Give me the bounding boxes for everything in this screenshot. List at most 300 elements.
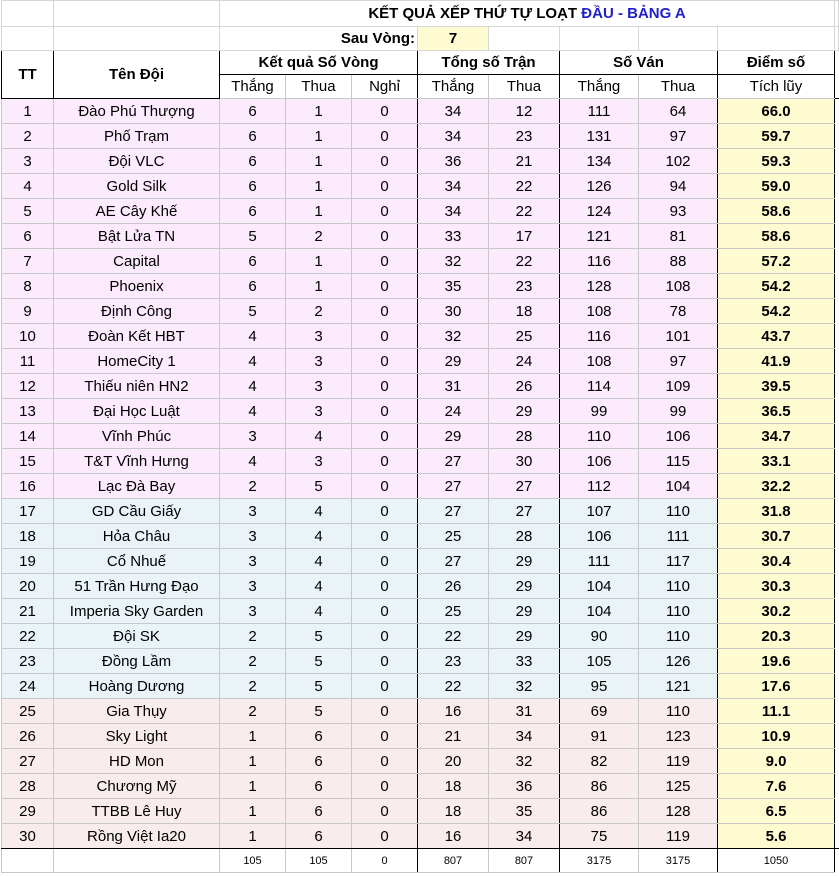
cell-round-win[interactable]: 6 bbox=[220, 274, 286, 299]
cell-match-loss[interactable]: 29 bbox=[489, 549, 560, 574]
cell-round-win[interactable]: 6 bbox=[220, 149, 286, 174]
cell-round-loss[interactable]: 4 bbox=[286, 574, 352, 599]
cell-round-win[interactable]: 3 bbox=[220, 499, 286, 524]
cell-match-win[interactable]: 18 bbox=[418, 799, 489, 824]
cell-rank[interactable]: 2 bbox=[2, 124, 54, 149]
cell-round-loss[interactable]: 6 bbox=[286, 724, 352, 749]
cell-game-loss[interactable]: 106 bbox=[639, 424, 718, 449]
cell-round-rest[interactable]: 0 bbox=[352, 399, 418, 424]
cell-match-win[interactable]: 22 bbox=[418, 624, 489, 649]
cell-rank[interactable]: 17 bbox=[2, 499, 54, 524]
cell-round-win[interactable]: 3 bbox=[220, 599, 286, 624]
cell-rank[interactable]: 1 bbox=[2, 99, 54, 124]
cell-game-loss[interactable]: 94 bbox=[639, 174, 718, 199]
cell-round-win[interactable]: 6 bbox=[220, 249, 286, 274]
cell-game-win[interactable]: 108 bbox=[560, 299, 639, 324]
cell-game-win[interactable]: 126 bbox=[560, 174, 639, 199]
cell-game-loss[interactable]: 78 bbox=[639, 299, 718, 324]
cell-game-win[interactable]: 112 bbox=[560, 474, 639, 499]
cell-match-win[interactable]: 32 bbox=[418, 249, 489, 274]
cell-round-win[interactable]: 3 bbox=[220, 574, 286, 599]
cell-team-name[interactable]: Chương Mỹ bbox=[54, 774, 220, 799]
cell-rank[interactable]: 28 bbox=[2, 774, 54, 799]
cell-match-win[interactable]: 20 bbox=[418, 749, 489, 774]
cell-match-win[interactable]: 30 bbox=[418, 299, 489, 324]
cell-round-win[interactable]: 3 bbox=[220, 549, 286, 574]
cell-game-win[interactable]: 107 bbox=[560, 499, 639, 524]
cell-round-loss[interactable]: 2 bbox=[286, 299, 352, 324]
cell-rank[interactable]: 4 bbox=[2, 174, 54, 199]
cell-round-win[interactable]: 1 bbox=[220, 774, 286, 799]
cell-points[interactable]: 17.6 bbox=[718, 674, 835, 699]
cell-match-win[interactable]: 34 bbox=[418, 124, 489, 149]
cell-rank[interactable]: 3 bbox=[2, 149, 54, 174]
cell-points[interactable]: 36.5 bbox=[718, 399, 835, 424]
cell-round-win[interactable]: 4 bbox=[220, 324, 286, 349]
cell-match-loss[interactable]: 24 bbox=[489, 349, 560, 374]
cell-match-win[interactable]: 18 bbox=[418, 774, 489, 799]
cell-match-win[interactable]: 23 bbox=[418, 649, 489, 674]
cell-points[interactable]: 39.5 bbox=[718, 374, 835, 399]
cell-game-loss[interactable]: 110 bbox=[639, 699, 718, 724]
cell-round-loss[interactable]: 4 bbox=[286, 549, 352, 574]
cell-match-loss[interactable]: 32 bbox=[489, 749, 560, 774]
cell-points[interactable]: 34.7 bbox=[718, 424, 835, 449]
cell-rank[interactable]: 19 bbox=[2, 549, 54, 574]
cell-match-loss[interactable]: 29 bbox=[489, 574, 560, 599]
cell-game-loss[interactable]: 125 bbox=[639, 774, 718, 799]
cell-round-rest[interactable]: 0 bbox=[352, 824, 418, 849]
cell-rank[interactable]: 12 bbox=[2, 374, 54, 399]
cell-game-win[interactable]: 104 bbox=[560, 599, 639, 624]
cell-match-win[interactable]: 27 bbox=[418, 549, 489, 574]
cell-points[interactable]: 58.6 bbox=[718, 199, 835, 224]
cell-round-win[interactable]: 4 bbox=[220, 399, 286, 424]
cell-round-rest[interactable]: 0 bbox=[352, 224, 418, 249]
cell-team-name[interactable]: Hoàng Dương bbox=[54, 674, 220, 699]
cell-round-loss[interactable]: 6 bbox=[286, 799, 352, 824]
cell-round-loss[interactable]: 1 bbox=[286, 274, 352, 299]
cell-round-loss[interactable]: 3 bbox=[286, 374, 352, 399]
cell-match-loss[interactable]: 21 bbox=[489, 149, 560, 174]
cell-team-name[interactable]: T&T Vĩnh Hưng bbox=[54, 449, 220, 474]
cell-rank[interactable]: 23 bbox=[2, 649, 54, 674]
cell-team-name[interactable]: Hỏa Châu bbox=[54, 524, 220, 549]
cell-round-loss[interactable]: 3 bbox=[286, 449, 352, 474]
cell-rank[interactable]: 11 bbox=[2, 349, 54, 374]
cell-rank[interactable]: 29 bbox=[2, 799, 54, 824]
cell-round-win[interactable]: 1 bbox=[220, 824, 286, 849]
cell-team-name[interactable]: HD Mon bbox=[54, 749, 220, 774]
cell-game-loss[interactable]: 110 bbox=[639, 574, 718, 599]
cell-round-rest[interactable]: 0 bbox=[352, 699, 418, 724]
cell-rank[interactable]: 6 bbox=[2, 224, 54, 249]
cell-match-loss[interactable]: 12 bbox=[489, 99, 560, 124]
cell-round-loss[interactable]: 4 bbox=[286, 524, 352, 549]
cell-round-win[interactable]: 2 bbox=[220, 474, 286, 499]
cell-round-win[interactable]: 1 bbox=[220, 799, 286, 824]
cell-match-win[interactable]: 24 bbox=[418, 399, 489, 424]
cell-match-win[interactable]: 26 bbox=[418, 574, 489, 599]
cell-points[interactable]: 6.5 bbox=[718, 799, 835, 824]
cell-round-rest[interactable]: 0 bbox=[352, 174, 418, 199]
cell-match-win[interactable]: 16 bbox=[418, 824, 489, 849]
cell-match-win[interactable]: 34 bbox=[418, 199, 489, 224]
cell-match-loss[interactable]: 29 bbox=[489, 399, 560, 424]
cell-game-win[interactable]: 82 bbox=[560, 749, 639, 774]
cell-match-win[interactable]: 27 bbox=[418, 474, 489, 499]
cell-match-win[interactable]: 27 bbox=[418, 449, 489, 474]
cell-points[interactable]: 32.2 bbox=[718, 474, 835, 499]
cell-game-loss[interactable]: 110 bbox=[639, 599, 718, 624]
cell-round-loss[interactable]: 3 bbox=[286, 349, 352, 374]
cell-rank[interactable]: 25 bbox=[2, 699, 54, 724]
cell-game-loss[interactable]: 93 bbox=[639, 199, 718, 224]
cell-rank[interactable]: 5 bbox=[2, 199, 54, 224]
cell-rank[interactable]: 8 bbox=[2, 274, 54, 299]
cell-round-win[interactable]: 6 bbox=[220, 174, 286, 199]
cell-points[interactable]: 43.7 bbox=[718, 324, 835, 349]
cell-team-name[interactable]: Định Công bbox=[54, 299, 220, 324]
cell-team-name[interactable]: Đoàn Kết HBT bbox=[54, 324, 220, 349]
cell-match-loss[interactable]: 30 bbox=[489, 449, 560, 474]
cell-match-win[interactable]: 22 bbox=[418, 674, 489, 699]
cell-game-loss[interactable]: 88 bbox=[639, 249, 718, 274]
cell-points[interactable]: 31.8 bbox=[718, 499, 835, 524]
cell-match-win[interactable]: 25 bbox=[418, 599, 489, 624]
cell-game-win[interactable]: 124 bbox=[560, 199, 639, 224]
cell-game-win[interactable]: 105 bbox=[560, 649, 639, 674]
cell-round-win[interactable]: 2 bbox=[220, 624, 286, 649]
cell-match-loss[interactable]: 22 bbox=[489, 249, 560, 274]
cell-game-win[interactable]: 111 bbox=[560, 99, 639, 124]
cell-match-win[interactable]: 36 bbox=[418, 149, 489, 174]
cell-game-loss[interactable]: 99 bbox=[639, 399, 718, 424]
cell-rank[interactable]: 21 bbox=[2, 599, 54, 624]
cell-round-rest[interactable]: 0 bbox=[352, 199, 418, 224]
cell-game-win[interactable]: 110 bbox=[560, 424, 639, 449]
cell-round-loss[interactable]: 1 bbox=[286, 249, 352, 274]
cell-match-win[interactable]: 33 bbox=[418, 224, 489, 249]
cell-round-rest[interactable]: 0 bbox=[352, 674, 418, 699]
cell-round-loss[interactable]: 5 bbox=[286, 624, 352, 649]
cell-points[interactable]: 59.0 bbox=[718, 174, 835, 199]
cell-round-loss[interactable]: 5 bbox=[286, 699, 352, 724]
cell-round-win[interactable]: 3 bbox=[220, 424, 286, 449]
cell-team-name[interactable]: Cổ Nhuế bbox=[54, 549, 220, 574]
cell-team-name[interactable]: AE Cây Khế bbox=[54, 199, 220, 224]
cell-round-rest[interactable]: 0 bbox=[352, 549, 418, 574]
cell-round-rest[interactable]: 0 bbox=[352, 574, 418, 599]
cell-game-loss[interactable]: 121 bbox=[639, 674, 718, 699]
cell-game-win[interactable]: 128 bbox=[560, 274, 639, 299]
cell-round-rest[interactable]: 0 bbox=[352, 449, 418, 474]
cell-points[interactable]: 9.0 bbox=[718, 749, 835, 774]
cell-match-loss[interactable]: 33 bbox=[489, 649, 560, 674]
cell-round-rest[interactable]: 0 bbox=[352, 599, 418, 624]
cell-points[interactable]: 20.3 bbox=[718, 624, 835, 649]
cell-rank[interactable]: 10 bbox=[2, 324, 54, 349]
cell-round-rest[interactable]: 0 bbox=[352, 324, 418, 349]
cell-round-win[interactable]: 1 bbox=[220, 749, 286, 774]
cell-team-name[interactable]: Đào Phú Thượng bbox=[54, 99, 220, 124]
cell-game-loss[interactable]: 109 bbox=[639, 374, 718, 399]
cell-round-rest[interactable]: 0 bbox=[352, 524, 418, 549]
cell-rank[interactable]: 24 bbox=[2, 674, 54, 699]
cell-points[interactable]: 5.6 bbox=[718, 824, 835, 849]
cell-rank[interactable]: 27 bbox=[2, 749, 54, 774]
cell-match-win[interactable]: 29 bbox=[418, 349, 489, 374]
cell-round-rest[interactable]: 0 bbox=[352, 649, 418, 674]
cell-match-loss[interactable]: 23 bbox=[489, 124, 560, 149]
cell-points[interactable]: 30.3 bbox=[718, 574, 835, 599]
cell-game-win[interactable]: 86 bbox=[560, 799, 639, 824]
cell-game-win[interactable]: 116 bbox=[560, 324, 639, 349]
cell-match-loss[interactable]: 27 bbox=[489, 499, 560, 524]
cell-points[interactable]: 41.9 bbox=[718, 349, 835, 374]
cell-points[interactable]: 30.2 bbox=[718, 599, 835, 624]
cell-rank[interactable]: 18 bbox=[2, 524, 54, 549]
cell-points[interactable]: 58.6 bbox=[718, 224, 835, 249]
cell-game-win[interactable]: 106 bbox=[560, 449, 639, 474]
cell-game-win[interactable]: 116 bbox=[560, 249, 639, 274]
cell-team-name[interactable]: Capital bbox=[54, 249, 220, 274]
cell-team-name[interactable]: GD Cầu Giấy bbox=[54, 499, 220, 524]
cell-round-win[interactable]: 5 bbox=[220, 224, 286, 249]
cell-team-name[interactable]: 51 Trần Hưng Đạo bbox=[54, 574, 220, 599]
cell-game-win[interactable]: 111 bbox=[560, 549, 639, 574]
cell-match-loss[interactable]: 26 bbox=[489, 374, 560, 399]
cell-game-win[interactable]: 75 bbox=[560, 824, 639, 849]
cell-round-rest[interactable]: 0 bbox=[352, 774, 418, 799]
cell-team-name[interactable]: Lạc Đà Bay bbox=[54, 474, 220, 499]
cell-round-loss[interactable]: 6 bbox=[286, 824, 352, 849]
cell-match-loss[interactable]: 22 bbox=[489, 199, 560, 224]
cell-round-win[interactable]: 6 bbox=[220, 199, 286, 224]
cell-round-rest[interactable]: 0 bbox=[352, 374, 418, 399]
cell-round-win[interactable]: 5 bbox=[220, 299, 286, 324]
cell-round-rest[interactable]: 0 bbox=[352, 799, 418, 824]
cell-points[interactable]: 59.7 bbox=[718, 124, 835, 149]
cell-rank[interactable]: 22 bbox=[2, 624, 54, 649]
cell-team-name[interactable]: Vĩnh Phúc bbox=[54, 424, 220, 449]
cell-game-win[interactable]: 86 bbox=[560, 774, 639, 799]
cell-round-loss[interactable]: 4 bbox=[286, 499, 352, 524]
cell-team-name[interactable]: Rồng Việt Ia20 bbox=[54, 824, 220, 849]
cell-points[interactable]: 30.7 bbox=[718, 524, 835, 549]
cell-match-loss[interactable]: 34 bbox=[489, 824, 560, 849]
cell-points[interactable]: 66.0 bbox=[718, 99, 835, 124]
cell-points[interactable]: 57.2 bbox=[718, 249, 835, 274]
cell-points[interactable]: 59.3 bbox=[718, 149, 835, 174]
cell-round-rest[interactable]: 0 bbox=[352, 749, 418, 774]
cell-points[interactable]: 33.1 bbox=[718, 449, 835, 474]
cell-match-loss[interactable]: 35 bbox=[489, 799, 560, 824]
cell-game-loss[interactable]: 128 bbox=[639, 799, 718, 824]
cell-match-loss[interactable]: 28 bbox=[489, 424, 560, 449]
cell-round-loss[interactable]: 5 bbox=[286, 649, 352, 674]
cell-match-loss[interactable]: 28 bbox=[489, 524, 560, 549]
cell-match-loss[interactable]: 29 bbox=[489, 624, 560, 649]
cell-team-name[interactable]: Phoenix bbox=[54, 274, 220, 299]
cell-team-name[interactable]: HomeCity 1 bbox=[54, 349, 220, 374]
cell-round-win[interactable]: 2 bbox=[220, 699, 286, 724]
cell-match-loss[interactable]: 25 bbox=[489, 324, 560, 349]
cell-rank[interactable]: 13 bbox=[2, 399, 54, 424]
cell-team-name[interactable]: Thiếu niên HN2 bbox=[54, 374, 220, 399]
cell-rank[interactable]: 7 bbox=[2, 249, 54, 274]
cell-game-loss[interactable]: 104 bbox=[639, 474, 718, 499]
cell-match-win[interactable]: 31 bbox=[418, 374, 489, 399]
cell-game-win[interactable]: 90 bbox=[560, 624, 639, 649]
cell-round-loss[interactable]: 1 bbox=[286, 199, 352, 224]
cell-round-rest[interactable]: 0 bbox=[352, 474, 418, 499]
cell-game-loss[interactable]: 97 bbox=[639, 349, 718, 374]
cell-round-loss[interactable]: 1 bbox=[286, 149, 352, 174]
cell-match-win[interactable]: 16 bbox=[418, 699, 489, 724]
cell-match-loss[interactable]: 29 bbox=[489, 599, 560, 624]
cell-round-loss[interactable]: 3 bbox=[286, 324, 352, 349]
cell-game-win[interactable]: 108 bbox=[560, 349, 639, 374]
cell-game-win[interactable]: 99 bbox=[560, 399, 639, 424]
cell-round-rest[interactable]: 0 bbox=[352, 149, 418, 174]
cell-game-loss[interactable]: 110 bbox=[639, 624, 718, 649]
cell-match-loss[interactable]: 22 bbox=[489, 174, 560, 199]
cell-round-loss[interactable]: 2 bbox=[286, 224, 352, 249]
cell-game-loss[interactable]: 117 bbox=[639, 549, 718, 574]
cell-round-win[interactable]: 2 bbox=[220, 649, 286, 674]
cell-game-loss[interactable]: 81 bbox=[639, 224, 718, 249]
cell-round-rest[interactable]: 0 bbox=[352, 724, 418, 749]
cell-points[interactable]: 11.1 bbox=[718, 699, 835, 724]
cell-match-loss[interactable]: 36 bbox=[489, 774, 560, 799]
round-value[interactable]: 7 bbox=[418, 27, 489, 51]
cell-rank[interactable]: 16 bbox=[2, 474, 54, 499]
cell-round-loss[interactable]: 6 bbox=[286, 774, 352, 799]
cell-round-rest[interactable]: 0 bbox=[352, 424, 418, 449]
cell-round-win[interactable]: 4 bbox=[220, 449, 286, 474]
cell-round-win[interactable]: 3 bbox=[220, 524, 286, 549]
cell-game-win[interactable]: 121 bbox=[560, 224, 639, 249]
cell-team-name[interactable]: Đội VLC bbox=[54, 149, 220, 174]
cell-game-loss[interactable]: 110 bbox=[639, 499, 718, 524]
cell-game-win[interactable]: 131 bbox=[560, 124, 639, 149]
cell-points[interactable]: 7.6 bbox=[718, 774, 835, 799]
cell-game-win[interactable]: 134 bbox=[560, 149, 639, 174]
cell-rank[interactable]: 26 bbox=[2, 724, 54, 749]
cell-round-rest[interactable]: 0 bbox=[352, 99, 418, 124]
cell-round-rest[interactable]: 0 bbox=[352, 499, 418, 524]
cell-round-loss[interactable]: 1 bbox=[286, 174, 352, 199]
cell-round-loss[interactable]: 5 bbox=[286, 674, 352, 699]
cell-round-loss[interactable]: 3 bbox=[286, 399, 352, 424]
cell-match-loss[interactable]: 18 bbox=[489, 299, 560, 324]
cell-team-name[interactable]: Sky Light bbox=[54, 724, 220, 749]
cell-match-win[interactable]: 25 bbox=[418, 524, 489, 549]
cell-team-name[interactable]: Gia Thụy bbox=[54, 699, 220, 724]
cell-game-win[interactable]: 104 bbox=[560, 574, 639, 599]
cell-game-loss[interactable]: 101 bbox=[639, 324, 718, 349]
cell-round-win[interactable]: 1 bbox=[220, 724, 286, 749]
cell-round-loss[interactable]: 6 bbox=[286, 749, 352, 774]
cell-round-loss[interactable]: 4 bbox=[286, 424, 352, 449]
cell-rank[interactable]: 15 bbox=[2, 449, 54, 474]
cell-team-name[interactable]: Phố Trạm bbox=[54, 124, 220, 149]
cell-game-win[interactable]: 69 bbox=[560, 699, 639, 724]
cell-points[interactable]: 10.9 bbox=[718, 724, 835, 749]
cell-round-loss[interactable]: 1 bbox=[286, 99, 352, 124]
cell-match-loss[interactable]: 32 bbox=[489, 674, 560, 699]
cell-points[interactable]: 54.2 bbox=[718, 299, 835, 324]
cell-match-loss[interactable]: 34 bbox=[489, 724, 560, 749]
cell-round-win[interactable]: 4 bbox=[220, 374, 286, 399]
cell-team-name[interactable]: TTBB Lê Huy bbox=[54, 799, 220, 824]
cell-rank[interactable]: 20 bbox=[2, 574, 54, 599]
cell-match-loss[interactable]: 23 bbox=[489, 274, 560, 299]
cell-points[interactable]: 30.4 bbox=[718, 549, 835, 574]
cell-round-rest[interactable]: 0 bbox=[352, 274, 418, 299]
cell-game-loss[interactable]: 119 bbox=[639, 824, 718, 849]
cell-points[interactable]: 19.6 bbox=[718, 649, 835, 674]
cell-game-loss[interactable]: 123 bbox=[639, 724, 718, 749]
cell-round-rest[interactable]: 0 bbox=[352, 249, 418, 274]
cell-match-win[interactable]: 34 bbox=[418, 99, 489, 124]
cell-team-name[interactable]: Gold Silk bbox=[54, 174, 220, 199]
cell-game-loss[interactable]: 111 bbox=[639, 524, 718, 549]
cell-match-win[interactable]: 21 bbox=[418, 724, 489, 749]
cell-game-loss[interactable]: 108 bbox=[639, 274, 718, 299]
cell-round-rest[interactable]: 0 bbox=[352, 299, 418, 324]
cell-match-win[interactable]: 29 bbox=[418, 424, 489, 449]
cell-match-loss[interactable]: 17 bbox=[489, 224, 560, 249]
cell-team-name[interactable]: Imperia Sky Garden bbox=[54, 599, 220, 624]
cell-game-win[interactable]: 95 bbox=[560, 674, 639, 699]
cell-game-win[interactable]: 114 bbox=[560, 374, 639, 399]
cell-team-name[interactable]: Bật Lửa TN bbox=[54, 224, 220, 249]
cell-game-loss[interactable]: 102 bbox=[639, 149, 718, 174]
cell-match-loss[interactable]: 31 bbox=[489, 699, 560, 724]
cell-round-win[interactable]: 4 bbox=[220, 349, 286, 374]
cell-rank[interactable]: 14 bbox=[2, 424, 54, 449]
cell-match-win[interactable]: 35 bbox=[418, 274, 489, 299]
cell-game-win[interactable]: 91 bbox=[560, 724, 639, 749]
cell-game-loss[interactable]: 64 bbox=[639, 99, 718, 124]
cell-round-loss[interactable]: 5 bbox=[286, 474, 352, 499]
cell-round-loss[interactable]: 4 bbox=[286, 599, 352, 624]
cell-game-loss[interactable]: 97 bbox=[639, 124, 718, 149]
cell-round-loss[interactable]: 1 bbox=[286, 124, 352, 149]
cell-game-win[interactable]: 106 bbox=[560, 524, 639, 549]
cell-round-win[interactable]: 6 bbox=[220, 124, 286, 149]
cell-round-win[interactable]: 6 bbox=[220, 99, 286, 124]
cell-round-win[interactable]: 2 bbox=[220, 674, 286, 699]
cell-round-rest[interactable]: 0 bbox=[352, 124, 418, 149]
cell-match-loss[interactable]: 27 bbox=[489, 474, 560, 499]
cell-team-name[interactable]: Đồng Lầm bbox=[54, 649, 220, 674]
cell-team-name[interactable]: Đội SK bbox=[54, 624, 220, 649]
cell-team-name[interactable]: Đại Học Luật bbox=[54, 399, 220, 424]
cell-game-loss[interactable]: 126 bbox=[639, 649, 718, 674]
cell-match-win[interactable]: 27 bbox=[418, 499, 489, 524]
cell-rank[interactable]: 9 bbox=[2, 299, 54, 324]
cell-match-win[interactable]: 32 bbox=[418, 324, 489, 349]
cell-match-win[interactable]: 34 bbox=[418, 174, 489, 199]
cell-game-loss[interactable]: 119 bbox=[639, 749, 718, 774]
cell-round-rest[interactable]: 0 bbox=[352, 349, 418, 374]
cell-round-rest[interactable]: 0 bbox=[352, 624, 418, 649]
cell-game-loss[interactable]: 115 bbox=[639, 449, 718, 474]
cell-points[interactable]: 54.2 bbox=[718, 274, 835, 299]
